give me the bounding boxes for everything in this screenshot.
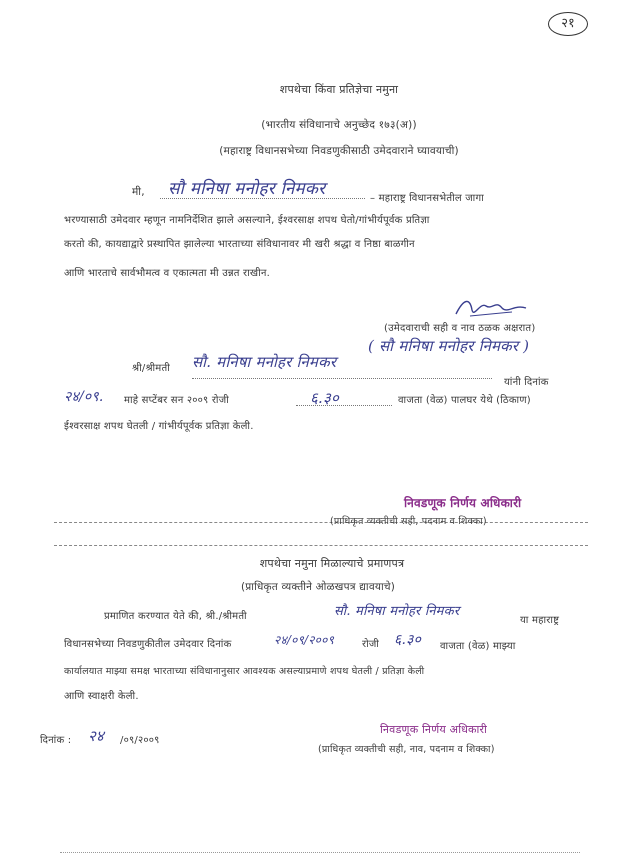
bottom-edge-line — [60, 852, 580, 853]
oath-line3: करतो की, कायद्याद्वारे प्रस्थापित झालेल्या भारताच्या संविधानावर मी खरी श्रद्धा व निष्ठा बाळगीन — [64, 239, 415, 250]
name-fill-line — [160, 198, 365, 199]
certificate-date-suffix: रोजी — [362, 639, 380, 650]
officer-caption: (प्राधिकृत व्यक्तीची सही, पदनाम व शिक्का) — [330, 516, 487, 527]
returning-officer-seal: निवडणूक निर्णय अधिकारी — [404, 496, 522, 510]
witness-prefix: श्री/श्रीमती — [132, 363, 170, 374]
certificate-title: शपथेचा नमुना मिळाल्याचे प्रमाणपत्र — [259, 557, 405, 570]
form-title: शपथेचा किंवा प्रतिज्ञेचा नमुना — [279, 83, 399, 96]
certificate-name-handwritten: सौ. मनिषा मनोहर निमकर — [334, 604, 460, 619]
form-subtitle-article: (भारतीय संविधानाचे अनुच्छेद १७३(अ)) — [261, 119, 417, 131]
page-number: २१ — [548, 12, 588, 36]
form-subtitle-purpose: (महाराष्ट्र विधानसभेच्या निवडणुकीसाठी उमेदवाराने घ्यावयाची) — [219, 145, 459, 157]
oath-date-text: माहे सप्टेंबर सन २००९ रोजी — [124, 395, 229, 406]
oath-prefix: मी, — [132, 186, 145, 198]
certificate-line3: कार्यालयात माझ्या समक्ष भारताच्या संविधानानुसार आवश्यक असल्याप्रमाणे शपथ घेतली / प्रतिज्ञा केली — [64, 666, 425, 677]
witness-name-handwritten: सौ. मनिषा मनोहर निमकर — [192, 353, 337, 371]
footer-date-label: दिनांक : — [40, 735, 72, 746]
certificate-line1-rest: या महाराष्ट्र — [520, 615, 560, 626]
certificate-line1: प्रमाणित करण्यात येते की, श्री./श्रीमती — [104, 611, 247, 622]
place-text: वाजता (वेळ) पालघर येथे (ठिकाण) — [398, 395, 531, 406]
oath-line1-rest: – महाराष्ट्र विधानसभेतील जागा — [370, 193, 484, 204]
signature-caption: (उमेदवाराची सही व नाव ठळक अक्षरात) — [384, 323, 536, 334]
certificate-subtitle: (प्राधिकृत व्यक्तीने ओळखपत्र द्यावयाचे) — [240, 581, 396, 593]
certificate-time-handwritten: ६.३० — [394, 632, 422, 648]
footer-officer-seal: निवडणूक निर्णय अधिकारी — [380, 723, 488, 736]
footer-date-rest: /०९/२००९ — [120, 735, 160, 746]
candidate-name-handwritten: सौ मनिषा मनोहर निमकर — [168, 179, 326, 199]
footer-caption: (प्राधिकृत व्यक्तीची सही, नाव, पदनाम व शिक्का) — [318, 744, 495, 755]
time-line — [296, 405, 392, 406]
oath-taken-text: ईश्वरसाक्ष शपथ घेतली / गांभीर्यपूर्वक प्रतिज्ञा केली. — [64, 421, 254, 432]
section-divider — [54, 545, 588, 546]
officer-sign-line — [54, 522, 588, 523]
certificate-line4: आणि स्वाक्षरी केली. — [64, 691, 139, 702]
certificate-line2: विधानसभेच्या निवडणुकीतील उमेदवार दिनांक — [64, 639, 232, 650]
signature-name-handwritten: ( सौ मनिषा मनोहर निमकर ) — [368, 337, 530, 355]
time-handwritten: ६.३० — [310, 389, 339, 407]
witness-name-line — [192, 378, 492, 379]
certificate-date-handwritten: २४/०९/२००९ — [274, 633, 335, 647]
date-handwritten: २४/०९. — [64, 389, 104, 405]
certificate-line2-rest: वाजता (वेळ) माझ्या — [440, 641, 516, 652]
date-label: यांनी दिनांक — [504, 377, 549, 388]
oath-line4: आणि भारताचे सार्वभौमत्व व एकात्मता मी उन्नत राखीन. — [64, 268, 271, 279]
footer-date-handwritten: २४ — [88, 727, 105, 745]
oath-line2: भरण्यासाठी उमेदवार म्हणून नामनिर्देशित झाले असल्याने, ईश्वरसाक्ष शपथ घेतो/गांभीर्यपूर्वक प्रतिज्ञा — [64, 215, 430, 226]
